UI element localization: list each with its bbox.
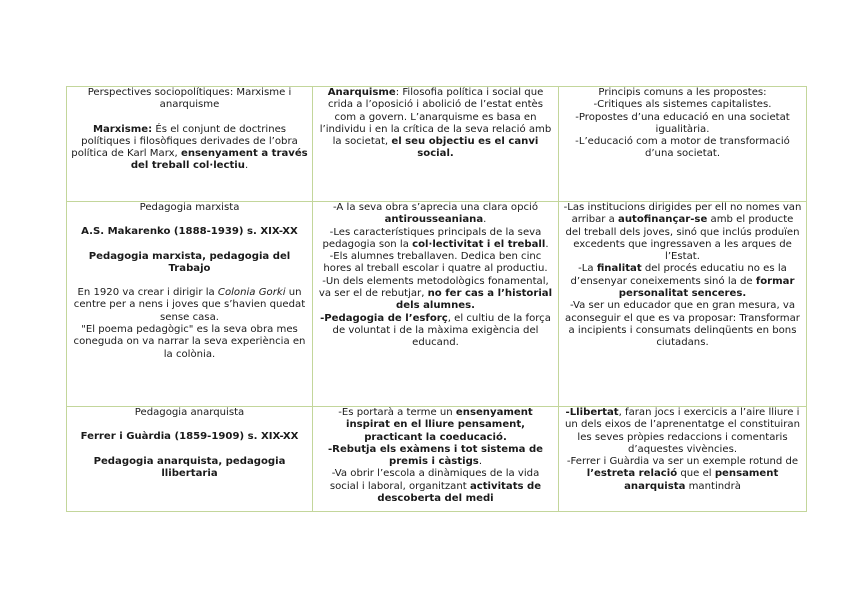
- cell-anarchism-definition: [313, 87, 559, 202]
- cell-ferrer-features: [313, 407, 559, 512]
- list-item: -Las institucions dirigides per ell no nomes van arribar a autofinançar-se amb el producte del treball dels joves, sinó que inclús produïen excedents que ingressaven a les arques de l’Estat.: [563, 202, 802, 263]
- list-item: Principis comuns a les propostes:: [598, 87, 767, 98]
- cell-common-principles: [559, 87, 807, 202]
- anarchism-definition: Anarquisme: Filosofia política i social que crida a l’oposició i abolició de l’estat entès com a govern. L’anarquisme es basa en l’individu i en la crítica de la seva relació amb la societat, el seu objectiu es el canvi social.: [319, 87, 552, 160]
- cell-makarenko-features: [313, 202, 559, 407]
- list-item: -Rebutja els exàmens i tot sistema de premis i càstigs.: [327, 443, 544, 468]
- cell-ferrer-freedom: [559, 407, 807, 512]
- author: A.S. Makarenko (1888-1939) s. XIX-XX: [81, 226, 298, 238]
- subtitle: Pedagogia marxista, pedagogia del Trabajo: [88, 250, 291, 274]
- list-item: -Llibertat, faran jocs i exercicis a l’aire lliure i un dels eixos de l’aprenentatge el constituiran les seves pròpies redaccions i comentaris d’aquestes vivències.: [565, 407, 800, 455]
- paragraph: "El poema pedagògic" es la seva obra mes coneguda on va narrar la seva experiència en la colònia.: [73, 324, 306, 360]
- list-item: -Va ser un educador que en gran mesura, va aconseguir el que es va proposar: Transformar a incipients i consumats delinqüents en bons ciutadans.: [565, 300, 800, 349]
- table-row: [67, 407, 807, 512]
- list-item: -Pedagogia de l’esforç, el cultiu de la força de voluntat i de la màxima exigència del educand.: [320, 312, 551, 349]
- comparison-table: [66, 86, 807, 512]
- cell-marxist-pedagogy: [67, 202, 313, 407]
- author: Ferrer i Guàrdia (1859-1909) s. XIX-XX: [80, 431, 299, 443]
- list-item: -Va obrir l’escola a dinàmiques de la vida social i laboral, organitzant activitats de descoberta del medi: [329, 468, 542, 505]
- list-item: -Els alumnes treballaven. Dedica ben cinc hores al treball escolar i quatre al productiu.: [323, 251, 548, 275]
- cell-title: Pedagogia marxista: [139, 202, 240, 213]
- list-item: -A la seva obra s’aprecia una clara opció antirousseaniana.: [332, 202, 539, 226]
- list-item: -Critiques als sistemes capitalistes.: [593, 99, 772, 111]
- term-marxisme: Marxisme:: [92, 123, 153, 135]
- subtitle: Pedagogia anarquista, pedagogia llibertaria: [93, 455, 286, 479]
- term-anarquisme: Anarquisme: [327, 87, 396, 98]
- list-item: -Les característiques principals de la seva pedagogia son la col·lectivitat i el treball.: [322, 226, 549, 250]
- cell-anarchist-pedagogy: [67, 407, 313, 512]
- cell-makarenko-results: [559, 202, 807, 407]
- list-item: -Propostes d’una educació en una societat igualitària.: [575, 111, 790, 135]
- cell-title: Perspectives sociopolítiques: Marxisme i anarquisme: [87, 87, 292, 111]
- list-item: -La finalitat del procés educatiu no es la d’ensenyar coneixements sinó la de formar personalitat senceres.: [570, 263, 795, 300]
- list-item: -L’educació com a motor de transformació d’una societat.: [575, 136, 790, 160]
- table-row: [67, 87, 807, 202]
- table-row: [67, 202, 807, 407]
- marxism-definition: Marxisme: És el conjunt de doctrines polítiques i filosòfiques derivades de l’obra política de Karl Marx, ensenyament a través del treball col·lectiu.: [71, 123, 308, 172]
- list-item: -Un dels elements metodològics fonamental, va ser el de rebutjar, no fer cas a l’historial dels alumnes.: [318, 275, 553, 312]
- cell-title: Pedagogia anarquista: [134, 407, 245, 418]
- list-item: -Ferrer i Guàrdia va ser un exemple rotund de l’estreta relació que el pensament anarquista mantindrà: [566, 456, 799, 492]
- cell-marxism-anarchism-intro: [67, 87, 313, 202]
- paragraph: En 1920 va crear i dirigir la Colonia Gorki un centre per a nens i joves que s’havien quedat sense casa.: [73, 287, 306, 323]
- list-item: -Es portarà a terme un ensenyament inspirat en el lliure pensament, practicant la coeducació.: [338, 407, 533, 443]
